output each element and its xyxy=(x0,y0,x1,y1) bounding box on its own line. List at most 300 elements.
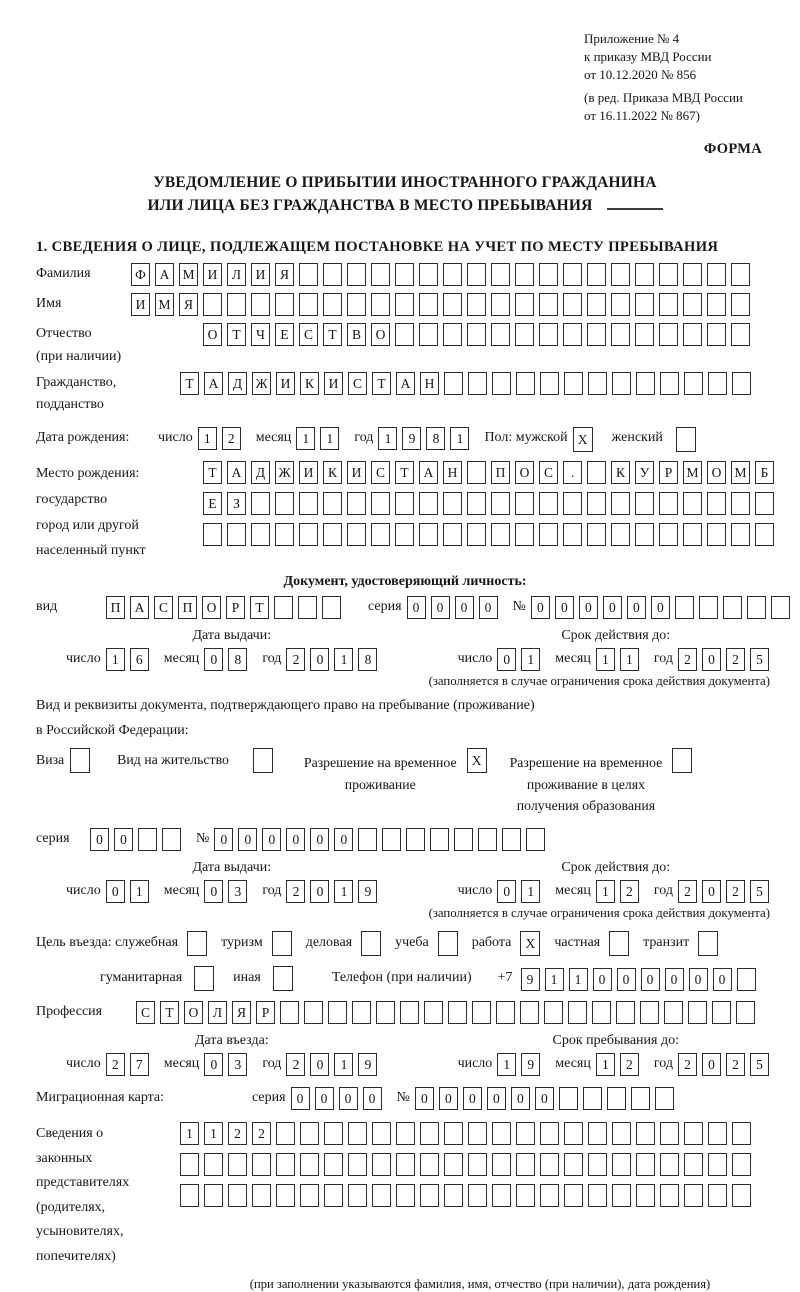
char-cell[interactable] xyxy=(660,1122,679,1145)
char-cell[interactable]: Р xyxy=(256,1001,275,1024)
char-cell[interactable] xyxy=(707,293,726,316)
char-cell[interactable] xyxy=(731,523,750,546)
char-cell[interactable]: 1 xyxy=(545,968,564,991)
checkbox-temp-residence[interactable] xyxy=(467,748,492,773)
stay-valid-month[interactable] xyxy=(596,880,644,903)
char-cell[interactable] xyxy=(371,523,390,546)
char-cell[interactable] xyxy=(640,1001,659,1024)
char-cell[interactable] xyxy=(467,323,486,346)
char-cell[interactable] xyxy=(328,1001,347,1024)
char-cell[interactable] xyxy=(180,1153,199,1176)
char-cell[interactable] xyxy=(443,263,462,286)
char-cell[interactable]: М xyxy=(179,263,198,286)
char-cell[interactable] xyxy=(180,1184,199,1207)
char-cell[interactable] xyxy=(419,523,438,546)
char-cell[interactable]: 3 xyxy=(228,1053,247,1076)
char-cell[interactable] xyxy=(587,293,606,316)
char-cell[interactable]: Т xyxy=(372,372,391,395)
char-cell[interactable] xyxy=(609,931,629,956)
char-cell[interactable] xyxy=(396,1122,415,1145)
char-cell[interactable]: 8 xyxy=(426,427,445,450)
char-cell[interactable] xyxy=(631,1087,650,1110)
char-cell[interactable] xyxy=(400,1001,419,1024)
char-cell[interactable] xyxy=(299,293,318,316)
char-cell[interactable]: 3 xyxy=(228,880,247,903)
identity-valid-year[interactable] xyxy=(678,648,774,671)
entry-month[interactable] xyxy=(204,1053,252,1076)
char-cell[interactable] xyxy=(664,1001,683,1024)
char-cell[interactable] xyxy=(731,323,750,346)
char-cell[interactable] xyxy=(396,1184,415,1207)
char-cell[interactable]: Е xyxy=(275,323,294,346)
char-cell[interactable]: 2 xyxy=(726,880,745,903)
char-cell[interactable]: И xyxy=(203,263,222,286)
char-cell[interactable]: Р xyxy=(659,461,678,484)
char-cell[interactable] xyxy=(587,492,606,515)
char-cell[interactable]: Е xyxy=(203,492,222,515)
char-cell[interactable] xyxy=(588,372,607,395)
char-cell[interactable] xyxy=(274,596,293,619)
char-cell[interactable] xyxy=(502,828,521,851)
char-cell[interactable] xyxy=(659,523,678,546)
char-cell[interactable]: К xyxy=(611,461,630,484)
char-cell[interactable]: 2 xyxy=(106,1053,125,1076)
char-cell[interactable]: О xyxy=(707,461,726,484)
char-cell[interactable]: Т xyxy=(203,461,222,484)
char-cell[interactable] xyxy=(323,492,342,515)
entry-day[interactable] xyxy=(106,1053,154,1076)
char-cell[interactable] xyxy=(635,293,654,316)
char-cell[interactable]: 0 xyxy=(479,596,498,619)
char-cell[interactable] xyxy=(492,1122,511,1145)
char-cell[interactable] xyxy=(515,293,534,316)
char-cell[interactable]: 1 xyxy=(596,1053,615,1076)
char-cell[interactable]: А xyxy=(130,596,149,619)
char-cell[interactable] xyxy=(395,323,414,346)
char-cell[interactable] xyxy=(563,293,582,316)
char-cell[interactable] xyxy=(660,372,679,395)
char-cell[interactable] xyxy=(138,828,157,851)
char-cell[interactable]: 0 xyxy=(204,648,223,671)
char-cell[interactable]: Н xyxy=(420,372,439,395)
checkbox-residence-permit[interactable] xyxy=(253,748,278,773)
checkbox-official[interactable] xyxy=(187,931,212,956)
char-cell[interactable] xyxy=(588,1184,607,1207)
char-cell[interactable]: 0 xyxy=(497,880,516,903)
char-cell[interactable]: С xyxy=(299,323,318,346)
char-cell[interactable] xyxy=(707,523,726,546)
char-cell[interactable] xyxy=(448,1001,467,1024)
char-cell[interactable] xyxy=(587,323,606,346)
char-cell[interactable] xyxy=(376,1001,395,1024)
checkbox-private[interactable] xyxy=(609,931,634,956)
char-cell[interactable]: 8 xyxy=(358,648,377,671)
char-cell[interactable]: 2 xyxy=(678,648,697,671)
char-cell[interactable] xyxy=(467,293,486,316)
char-cell[interactable]: В xyxy=(347,323,366,346)
char-cell[interactable]: М xyxy=(683,461,702,484)
char-cell[interactable]: О xyxy=(203,323,222,346)
char-cell[interactable]: 0 xyxy=(334,828,353,851)
char-cell[interactable] xyxy=(420,1122,439,1145)
char-cell[interactable] xyxy=(348,1153,367,1176)
char-cell[interactable]: 0 xyxy=(90,828,109,851)
char-cell[interactable] xyxy=(444,1122,463,1145)
char-cell[interactable]: 0 xyxy=(617,968,636,991)
stay-issue-day[interactable] xyxy=(106,880,154,903)
birth-place-row1-input[interactable] xyxy=(203,461,779,484)
char-cell[interactable] xyxy=(298,596,317,619)
char-cell[interactable] xyxy=(635,523,654,546)
char-cell[interactable]: Т xyxy=(160,1001,179,1024)
char-cell[interactable] xyxy=(732,1122,751,1145)
char-cell[interactable]: О xyxy=(371,323,390,346)
char-cell[interactable]: М xyxy=(731,461,750,484)
char-cell[interactable] xyxy=(443,323,462,346)
char-cell[interactable] xyxy=(683,492,702,515)
char-cell[interactable]: И xyxy=(276,372,295,395)
char-cell[interactable] xyxy=(203,293,222,316)
checkbox-business[interactable] xyxy=(361,931,386,956)
char-cell[interactable] xyxy=(516,1184,535,1207)
char-cell[interactable] xyxy=(564,1122,583,1145)
char-cell[interactable]: 0 xyxy=(487,1087,506,1110)
char-cell[interactable]: 1 xyxy=(596,880,615,903)
char-cell[interactable] xyxy=(467,461,486,484)
checkbox-transit[interactable] xyxy=(698,931,723,956)
char-cell[interactable] xyxy=(659,323,678,346)
char-cell[interactable] xyxy=(253,748,273,773)
char-cell[interactable] xyxy=(612,372,631,395)
char-cell[interactable] xyxy=(684,1153,703,1176)
char-cell[interactable] xyxy=(430,828,449,851)
char-cell[interactable] xyxy=(755,492,774,515)
char-cell[interactable]: 1 xyxy=(497,1053,516,1076)
char-cell[interactable] xyxy=(300,1153,319,1176)
char-cell[interactable]: 0 xyxy=(407,596,426,619)
char-cell[interactable]: 1 xyxy=(296,427,315,450)
birth-day-input[interactable] xyxy=(198,427,246,450)
phone-input[interactable] xyxy=(521,968,761,991)
char-cell[interactable]: 0 xyxy=(665,968,684,991)
char-cell[interactable]: 0 xyxy=(204,880,223,903)
char-cell[interactable] xyxy=(698,931,718,956)
char-cell[interactable]: 0 xyxy=(627,596,646,619)
char-cell[interactable]: Д xyxy=(228,372,247,395)
char-cell[interactable] xyxy=(468,1153,487,1176)
char-cell[interactable]: Л xyxy=(208,1001,227,1024)
char-cell[interactable] xyxy=(564,1153,583,1176)
entry-year[interactable] xyxy=(286,1053,382,1076)
char-cell[interactable]: С xyxy=(154,596,173,619)
char-cell[interactable]: 5 xyxy=(750,880,769,903)
char-cell[interactable]: 1 xyxy=(106,648,125,671)
char-cell[interactable] xyxy=(526,828,545,851)
char-cell[interactable] xyxy=(324,1153,343,1176)
char-cell[interactable] xyxy=(491,293,510,316)
char-cell[interactable]: 0 xyxy=(713,968,732,991)
char-cell[interactable]: У xyxy=(635,461,654,484)
char-cell[interactable]: 0 xyxy=(238,828,257,851)
char-cell[interactable]: 0 xyxy=(310,648,329,671)
char-cell[interactable] xyxy=(300,1122,319,1145)
char-cell[interactable]: 0 xyxy=(310,1053,329,1076)
stay-series-input[interactable] xyxy=(90,828,186,851)
char-cell[interactable]: 0 xyxy=(641,968,660,991)
char-cell[interactable]: 0 xyxy=(702,648,721,671)
char-cell[interactable] xyxy=(194,966,214,991)
char-cell[interactable] xyxy=(540,372,559,395)
char-cell[interactable] xyxy=(672,748,692,773)
char-cell[interactable] xyxy=(323,263,342,286)
char-cell[interactable] xyxy=(520,1001,539,1024)
char-cell[interactable]: Я xyxy=(179,293,198,316)
char-cell[interactable]: К xyxy=(300,372,319,395)
char-cell[interactable] xyxy=(228,1153,247,1176)
char-cell[interactable]: П xyxy=(178,596,197,619)
char-cell[interactable] xyxy=(395,293,414,316)
stay-until-month[interactable] xyxy=(596,1053,644,1076)
char-cell[interactable]: Ж xyxy=(252,372,271,395)
given-name-input[interactable] xyxy=(131,293,755,316)
char-cell[interactable]: Т xyxy=(323,323,342,346)
char-cell[interactable]: 0 xyxy=(106,880,125,903)
char-cell[interactable]: 2 xyxy=(620,1053,639,1076)
checkbox-other[interactable] xyxy=(273,966,298,991)
doc-number-input[interactable] xyxy=(531,596,795,619)
char-cell[interactable] xyxy=(372,1122,391,1145)
char-cell[interactable] xyxy=(676,427,696,452)
char-cell[interactable] xyxy=(636,1153,655,1176)
char-cell[interactable] xyxy=(732,1153,751,1176)
char-cell[interactable] xyxy=(611,492,630,515)
char-cell[interactable] xyxy=(491,492,510,515)
char-cell[interactable]: X xyxy=(573,427,593,452)
patronymic-input[interactable] xyxy=(203,323,755,346)
char-cell[interactable]: 0 xyxy=(702,880,721,903)
char-cell[interactable] xyxy=(275,492,294,515)
char-cell[interactable]: 1 xyxy=(334,1053,353,1076)
char-cell[interactable] xyxy=(659,293,678,316)
char-cell[interactable] xyxy=(467,523,486,546)
char-cell[interactable]: С xyxy=(136,1001,155,1024)
char-cell[interactable]: 0 xyxy=(535,1087,554,1110)
char-cell[interactable]: А xyxy=(204,372,223,395)
char-cell[interactable] xyxy=(611,263,630,286)
char-cell[interactable]: 6 xyxy=(130,648,149,671)
char-cell[interactable]: 1 xyxy=(204,1122,223,1145)
char-cell[interactable]: М xyxy=(155,293,174,316)
char-cell[interactable]: Р xyxy=(226,596,245,619)
char-cell[interactable] xyxy=(396,1153,415,1176)
char-cell[interactable] xyxy=(516,1153,535,1176)
char-cell[interactable] xyxy=(612,1122,631,1145)
identity-issue-month[interactable] xyxy=(204,648,252,671)
char-cell[interactable] xyxy=(636,1122,655,1145)
char-cell[interactable]: 1 xyxy=(320,427,339,450)
char-cell[interactable] xyxy=(515,323,534,346)
char-cell[interactable] xyxy=(491,323,510,346)
char-cell[interactable]: 0 xyxy=(286,828,305,851)
char-cell[interactable] xyxy=(276,1153,295,1176)
char-cell[interactable] xyxy=(406,828,425,851)
char-cell[interactable]: 7 xyxy=(130,1053,149,1076)
char-cell[interactable]: 9 xyxy=(402,427,421,450)
char-cell[interactable] xyxy=(683,323,702,346)
char-cell[interactable] xyxy=(755,523,774,546)
char-cell[interactable]: 2 xyxy=(228,1122,247,1145)
char-cell[interactable] xyxy=(299,492,318,515)
stay-until-day[interactable] xyxy=(497,1053,545,1076)
char-cell[interactable] xyxy=(276,1184,295,1207)
char-cell[interactable] xyxy=(635,323,654,346)
char-cell[interactable] xyxy=(539,293,558,316)
char-cell[interactable] xyxy=(708,1184,727,1207)
char-cell[interactable] xyxy=(731,263,750,286)
char-cell[interactable]: И xyxy=(324,372,343,395)
char-cell[interactable] xyxy=(419,323,438,346)
char-cell[interactable] xyxy=(492,1184,511,1207)
char-cell[interactable]: О xyxy=(515,461,534,484)
char-cell[interactable]: 0 xyxy=(114,828,133,851)
char-cell[interactable] xyxy=(540,1184,559,1207)
char-cell[interactable] xyxy=(424,1001,443,1024)
char-cell[interactable]: Т xyxy=(227,323,246,346)
char-cell[interactable] xyxy=(371,263,390,286)
char-cell[interactable] xyxy=(636,1184,655,1207)
char-cell[interactable]: 1 xyxy=(378,427,397,450)
char-cell[interactable] xyxy=(227,293,246,316)
char-cell[interactable]: С xyxy=(371,461,390,484)
char-cell[interactable] xyxy=(443,492,462,515)
char-cell[interactable] xyxy=(708,372,727,395)
char-cell[interactable] xyxy=(684,1122,703,1145)
char-cell[interactable] xyxy=(708,1153,727,1176)
char-cell[interactable]: 1 xyxy=(334,648,353,671)
char-cell[interactable] xyxy=(70,748,90,773)
char-cell[interactable]: 0 xyxy=(603,596,622,619)
char-cell[interactable] xyxy=(419,293,438,316)
char-cell[interactable]: Д xyxy=(251,461,270,484)
doc-kind-input[interactable] xyxy=(106,596,346,619)
stay-number-input[interactable] xyxy=(214,828,550,851)
char-cell[interactable] xyxy=(655,1087,674,1110)
char-cell[interactable] xyxy=(472,1001,491,1024)
char-cell[interactable] xyxy=(564,1184,583,1207)
char-cell[interactable] xyxy=(607,1087,626,1110)
char-cell[interactable] xyxy=(252,1153,271,1176)
char-cell[interactable]: 9 xyxy=(521,968,540,991)
char-cell[interactable]: 9 xyxy=(358,1053,377,1076)
checkbox-work[interactable] xyxy=(520,931,545,956)
doc-series-input[interactable] xyxy=(407,596,503,619)
char-cell[interactable] xyxy=(348,1122,367,1145)
char-cell[interactable] xyxy=(276,1122,295,1145)
char-cell[interactable]: 0 xyxy=(310,880,329,903)
char-cell[interactable]: И xyxy=(347,461,366,484)
char-cell[interactable]: 2 xyxy=(286,1053,305,1076)
char-cell[interactable] xyxy=(443,293,462,316)
char-cell[interactable]: Б xyxy=(755,461,774,484)
char-cell[interactable] xyxy=(304,1001,323,1024)
char-cell[interactable]: 0 xyxy=(363,1087,382,1110)
char-cell[interactable] xyxy=(587,263,606,286)
char-cell[interactable]: К xyxy=(323,461,342,484)
char-cell[interactable] xyxy=(563,263,582,286)
char-cell[interactable]: 0 xyxy=(415,1087,434,1110)
char-cell[interactable]: А xyxy=(155,263,174,286)
char-cell[interactable] xyxy=(468,1184,487,1207)
char-cell[interactable] xyxy=(587,523,606,546)
char-cell[interactable] xyxy=(544,1001,563,1024)
char-cell[interactable]: И xyxy=(299,461,318,484)
char-cell[interactable] xyxy=(347,523,366,546)
char-cell[interactable] xyxy=(540,1153,559,1176)
char-cell[interactable]: 1 xyxy=(620,648,639,671)
char-cell[interactable] xyxy=(491,523,510,546)
char-cell[interactable] xyxy=(347,263,366,286)
identity-issue-day[interactable] xyxy=(106,648,154,671)
char-cell[interactable] xyxy=(324,1184,343,1207)
char-cell[interactable] xyxy=(420,1153,439,1176)
char-cell[interactable] xyxy=(564,372,583,395)
char-cell[interactable] xyxy=(563,492,582,515)
char-cell[interactable] xyxy=(352,1001,371,1024)
char-cell[interactable] xyxy=(228,1184,247,1207)
char-cell[interactable]: И xyxy=(251,263,270,286)
char-cell[interactable] xyxy=(723,596,742,619)
char-cell[interactable] xyxy=(731,492,750,515)
char-cell[interactable] xyxy=(419,492,438,515)
char-cell[interactable]: А xyxy=(396,372,415,395)
identity-issue-year[interactable] xyxy=(286,648,382,671)
char-cell[interactable]: 0 xyxy=(315,1087,334,1110)
char-cell[interactable] xyxy=(478,828,497,851)
birth-place-row3-input[interactable] xyxy=(203,523,779,546)
char-cell[interactable] xyxy=(587,461,606,484)
char-cell[interactable]: Я xyxy=(232,1001,251,1024)
char-cell[interactable] xyxy=(731,293,750,316)
char-cell[interactable] xyxy=(568,1001,587,1024)
char-cell[interactable] xyxy=(737,968,756,991)
char-cell[interactable] xyxy=(675,596,694,619)
char-cell[interactable]: 2 xyxy=(678,1053,697,1076)
birth-place-row2-input[interactable] xyxy=(203,492,779,515)
char-cell[interactable]: А xyxy=(227,461,246,484)
char-cell[interactable] xyxy=(539,523,558,546)
char-cell[interactable] xyxy=(187,931,207,956)
char-cell[interactable]: Т xyxy=(250,596,269,619)
surname-input[interactable] xyxy=(131,263,755,286)
identity-valid-day[interactable] xyxy=(497,648,545,671)
char-cell[interactable]: 0 xyxy=(455,596,474,619)
char-cell[interactable]: 0 xyxy=(214,828,233,851)
char-cell[interactable] xyxy=(419,263,438,286)
char-cell[interactable]: 0 xyxy=(497,648,516,671)
stay-issue-month[interactable] xyxy=(204,880,252,903)
char-cell[interactable]: Н xyxy=(443,461,462,484)
char-cell[interactable]: Ч xyxy=(251,323,270,346)
char-cell[interactable]: Т xyxy=(395,461,414,484)
char-cell[interactable] xyxy=(204,1184,223,1207)
char-cell[interactable] xyxy=(659,263,678,286)
char-cell[interactable]: 1 xyxy=(521,880,540,903)
char-cell[interactable] xyxy=(707,492,726,515)
char-cell[interactable]: Я xyxy=(275,263,294,286)
char-cell[interactable] xyxy=(683,293,702,316)
char-cell[interactable] xyxy=(395,492,414,515)
char-cell[interactable] xyxy=(275,523,294,546)
